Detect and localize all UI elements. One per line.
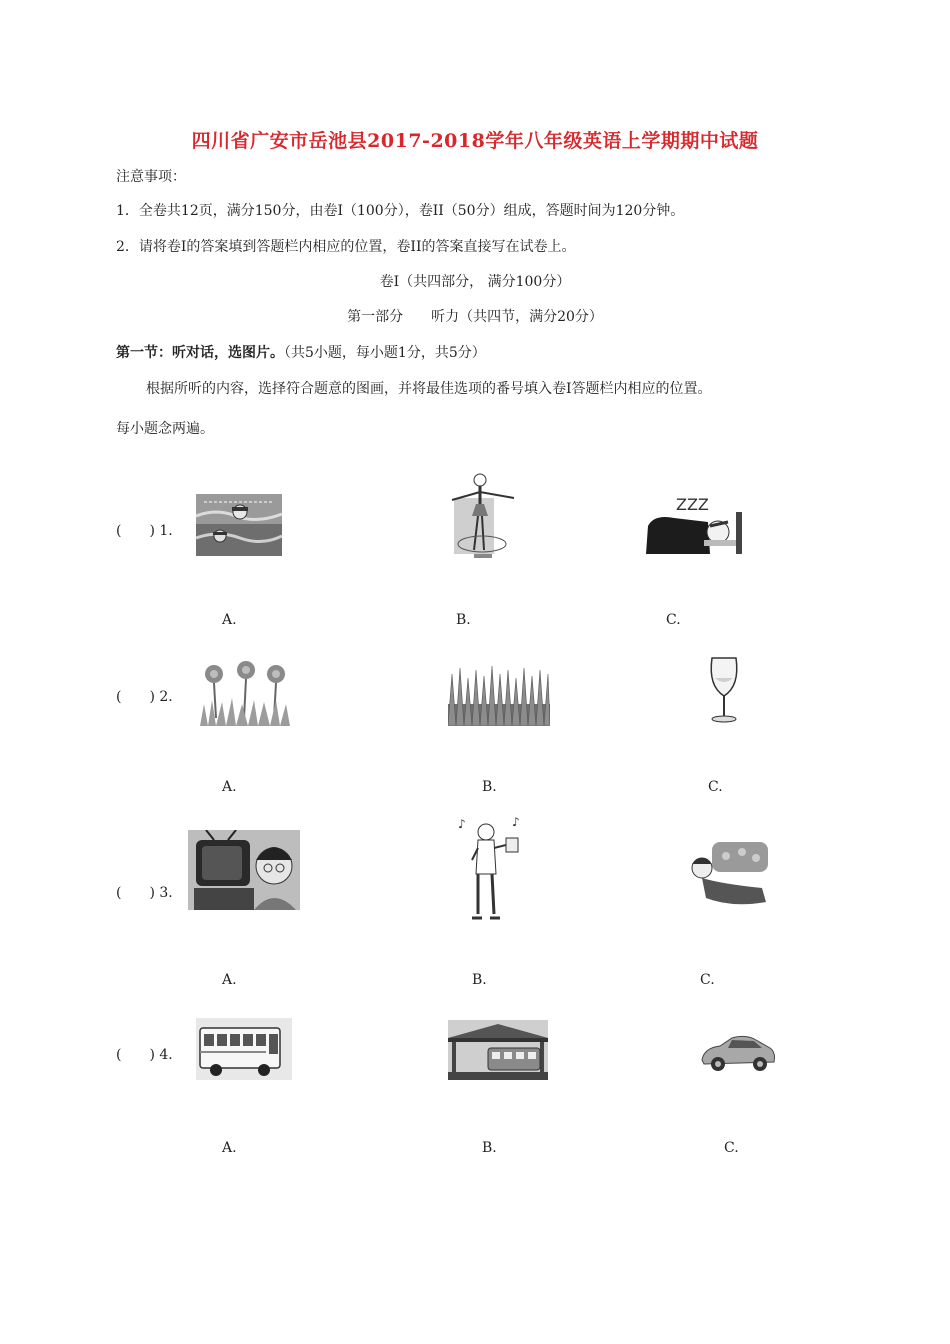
flowers-picture: [200, 656, 290, 726]
question-1-option-c: C.: [666, 612, 681, 628]
svg-text:ZZZ: ZZZ: [676, 495, 709, 514]
question-4-option-a: A.: [222, 1140, 237, 1156]
bus-picture: [196, 1018, 292, 1080]
question-3-option-b: B.: [472, 972, 487, 988]
question-2-label: ( ) 2.: [116, 689, 173, 705]
instruction-line-1: 根据所听的内容，选择符合题意的图画，并将最佳选项的番号填入卷Ⅰ答题栏内相应的位置。: [146, 381, 712, 397]
question-3-label: ( ) 3.: [116, 885, 173, 901]
section-label: 第一节：听对话，选图片。: [116, 345, 284, 361]
volume-heading: 卷Ⅰ（共四部分， 满分100分）: [379, 274, 571, 290]
sports-car-picture: [698, 1026, 778, 1078]
question-3-option-a: A.: [222, 972, 237, 988]
section-heading: [116, 342, 486, 362]
sleeping-man-picture: [644, 492, 748, 556]
svg-text:♪: ♪: [458, 817, 466, 831]
man-singing-picture: [456, 814, 528, 926]
woman-dreaming-picture: [682, 838, 770, 910]
question-2-option-a: A.: [222, 779, 237, 795]
notice-item-2: 2．请将卷Ⅰ的答案填到答题栏内相应的位置，卷II的答案直接写在试卷上。: [116, 239, 576, 255]
notice-heading: 注意事项：: [116, 169, 186, 185]
notice-item-1: 1．全卷共12页，满分150分，由卷Ⅰ（100分），卷II（50分）组成，答题时间为120分钟。: [116, 203, 685, 219]
question-4-label: ( ) 4.: [116, 1047, 173, 1063]
question-1-option-b: B.: [456, 612, 471, 628]
question-4-option-b: B.: [482, 1140, 497, 1156]
svg-text:♪: ♪: [512, 815, 520, 829]
question-4-option-c: C.: [724, 1140, 739, 1156]
question-1-option-a: A.: [222, 612, 237, 628]
grass-picture: [448, 664, 550, 726]
question-2-option-c: C.: [708, 779, 723, 795]
question-2-option-b: B.: [482, 779, 497, 795]
boy-watching-tv-picture: [188, 830, 300, 910]
part-heading: 第一部分 听力（共四节，满分20分）: [347, 309, 603, 325]
question-3-option-c: C.: [700, 972, 715, 988]
train-picture: [448, 1020, 548, 1080]
question-1-label: ( ) 1.: [116, 523, 173, 539]
figure-skater-picture: [444, 470, 520, 564]
section-info: （共5小题，每小题1分，共5分）: [284, 345, 486, 361]
wine-glass-picture: [706, 656, 742, 726]
swimmers-picture: [196, 494, 282, 556]
page-title: 四川省广安市岳池县2017-2018学年八年级英语上学期期中试题: [191, 130, 759, 152]
instruction-line-2: 每小题念两遍。: [116, 421, 214, 437]
